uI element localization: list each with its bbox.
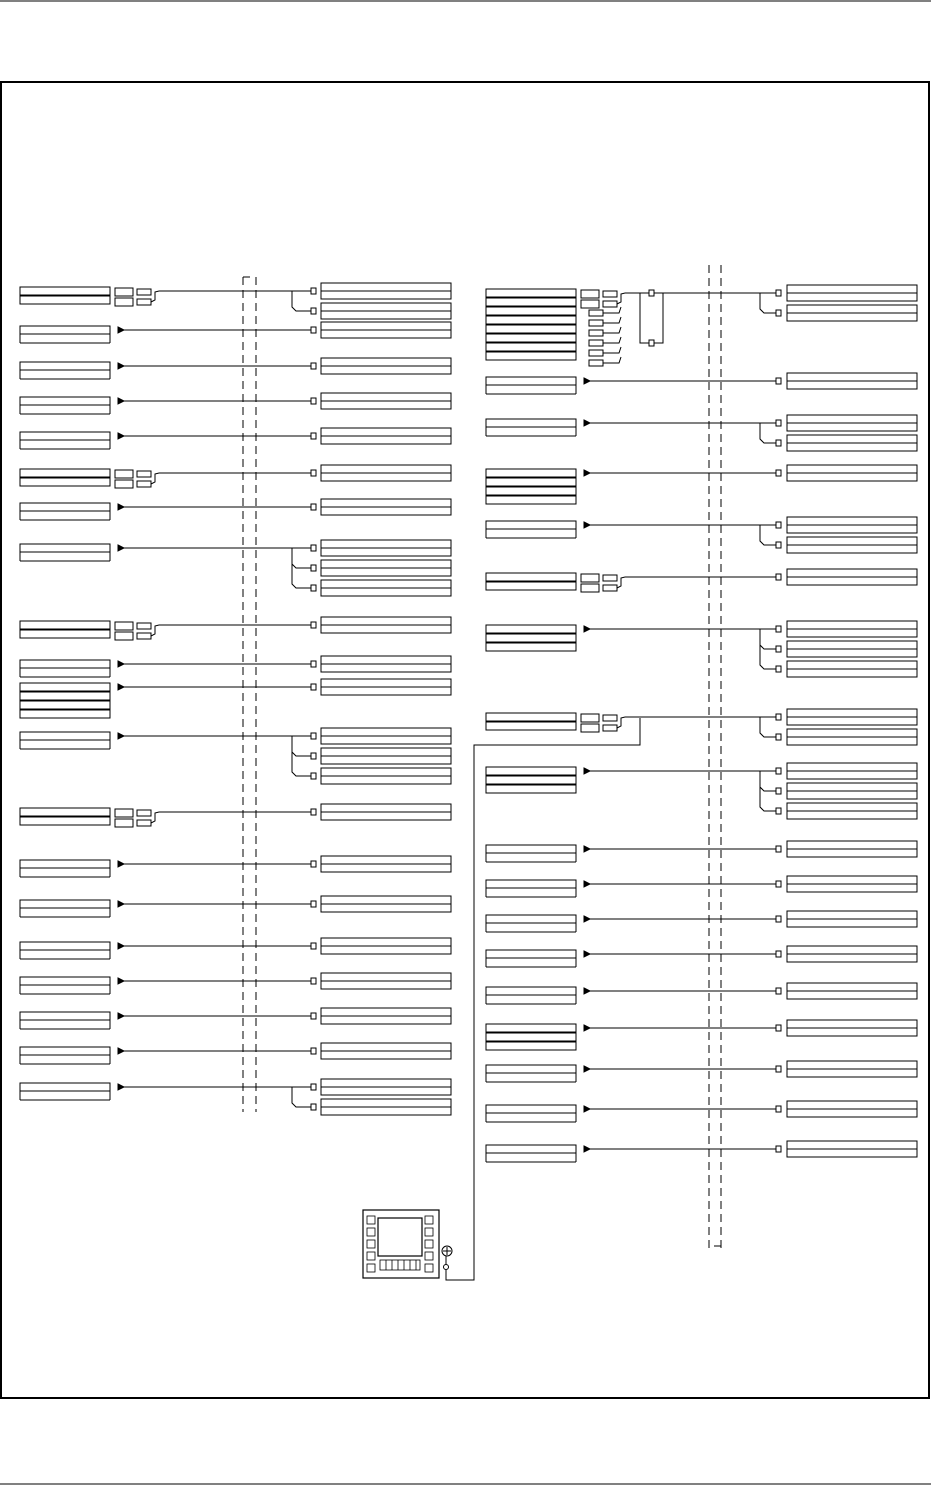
wire-group-R13 [486, 946, 917, 967]
target-box [787, 1061, 917, 1069]
target-pin [776, 734, 781, 740]
plug-connector [115, 809, 133, 817]
target-pin [311, 1104, 316, 1110]
target-pin [776, 768, 781, 774]
wire-group-R7 [486, 621, 917, 677]
source-box [486, 845, 576, 853]
target-pin [776, 378, 781, 384]
target-box [321, 768, 451, 776]
target-pin [311, 661, 316, 667]
arrow-terminal [584, 522, 590, 528]
wire-group-L13 [20, 804, 451, 827]
source-box [20, 362, 110, 370]
arrow-terminal [118, 1084, 124, 1090]
target-box [787, 517, 917, 525]
wire-group-R4 [486, 465, 917, 504]
target-pin [311, 1084, 316, 1090]
source-box [486, 950, 576, 958]
plug-connector [581, 724, 599, 732]
target-pin [776, 470, 781, 476]
control-unit-icon [363, 1210, 439, 1278]
source-box [20, 544, 110, 552]
wire-group-R14 [486, 983, 917, 1004]
source-box [20, 692, 110, 700]
target-box [787, 803, 917, 811]
wire-group-L1 [20, 283, 451, 319]
arrow-terminal [584, 916, 590, 922]
target-box [787, 983, 917, 991]
source-box [20, 860, 110, 868]
target-pin [311, 773, 316, 779]
source-box [486, 334, 576, 342]
source-box [20, 808, 110, 816]
target-pin [776, 808, 781, 814]
target-box [321, 540, 451, 548]
arrow-terminal [584, 420, 590, 426]
wire-group-L12 [20, 728, 451, 784]
plug-connector [581, 290, 599, 298]
target-pin [776, 846, 781, 852]
target-box [787, 763, 917, 771]
source-box [20, 1047, 110, 1055]
arrow-terminal [118, 901, 124, 907]
target-box [321, 465, 451, 473]
plug-connector [115, 632, 133, 640]
source-box [486, 343, 576, 351]
wire-group-L15 [20, 896, 451, 917]
target-box [321, 728, 451, 736]
target-box [321, 428, 451, 436]
wire-group-L20 [20, 1079, 451, 1115]
target-box [321, 896, 451, 904]
target-pin [776, 951, 781, 957]
arrow-terminal [118, 861, 124, 867]
wire-group-L8 [20, 540, 451, 596]
plug-connector [581, 584, 599, 592]
arrow-terminal [584, 626, 590, 632]
target-pin [776, 542, 781, 548]
target-box [321, 748, 451, 756]
wire-group-R9 [486, 763, 917, 819]
source-box [20, 478, 110, 486]
arrow-terminal [584, 1146, 590, 1152]
source-box [486, 316, 576, 324]
plug-connector [581, 714, 599, 722]
arrow-terminal [118, 545, 124, 551]
left-connector-divider [243, 277, 256, 1112]
source-box [486, 521, 576, 529]
wire-group-L5 [20, 428, 451, 449]
source-box [486, 496, 576, 504]
wire-group-R8 [486, 709, 917, 745]
target-box [787, 1020, 917, 1028]
wire-group-R5 [486, 517, 917, 553]
source-box [486, 352, 576, 360]
target-box [321, 393, 451, 401]
source-box [486, 487, 576, 495]
target-box [321, 804, 451, 812]
arrow-terminal [118, 661, 124, 667]
target-pin [776, 290, 781, 296]
arrow-terminal [584, 846, 590, 852]
source-box [486, 722, 576, 730]
source-box [20, 296, 110, 304]
source-box [486, 573, 576, 581]
source-box [20, 817, 110, 825]
source-box [20, 432, 110, 440]
target-box [321, 580, 451, 588]
plug-connector [115, 298, 133, 306]
target-pin [776, 1106, 781, 1112]
source-box [20, 660, 110, 668]
wire-group-R1 [486, 285, 917, 366]
target-pin [311, 585, 316, 591]
source-box [20, 621, 110, 629]
source-box [486, 776, 576, 784]
target-box [787, 373, 917, 381]
target-box [787, 285, 917, 293]
target-pin [776, 916, 781, 922]
target-box [321, 973, 451, 981]
target-box [321, 499, 451, 507]
wire-group-R6 [486, 569, 917, 592]
arrow-terminal [118, 504, 124, 510]
target-pin [776, 714, 781, 720]
source-box [486, 643, 576, 651]
source-box [486, 469, 576, 477]
target-pin [311, 398, 316, 404]
source-box [486, 307, 576, 315]
source-box [486, 634, 576, 642]
target-pin [311, 684, 316, 690]
target-box [321, 560, 451, 568]
wire-group-L16 [20, 938, 451, 959]
source-box [20, 683, 110, 691]
target-pin [776, 1025, 781, 1031]
target-pin [776, 420, 781, 426]
target-pin [311, 861, 316, 867]
target-box [321, 358, 451, 366]
target-pin [776, 574, 781, 580]
target-pin [311, 943, 316, 949]
target-box [787, 415, 917, 423]
target-box [787, 661, 917, 669]
wire-group-R11 [486, 876, 917, 897]
source-box [486, 625, 576, 633]
target-pin [776, 522, 781, 528]
wire-group-R3 [486, 415, 917, 451]
splice-loop [640, 293, 663, 343]
source-box [486, 1024, 576, 1032]
target-box [321, 617, 451, 625]
wire-group-R10 [486, 841, 917, 862]
target-pin [311, 622, 316, 628]
arrow-terminal [584, 1106, 590, 1112]
target-pin [776, 1066, 781, 1072]
target-pin [776, 881, 781, 887]
target-box [787, 641, 917, 649]
control-unit-feed-wire [446, 718, 640, 1280]
target-pin [311, 363, 316, 369]
target-box [787, 537, 917, 545]
source-box [486, 785, 576, 793]
source-box [486, 767, 576, 775]
wire-group-R12 [486, 911, 917, 932]
source-box [486, 915, 576, 923]
wire-group-R17 [486, 1101, 917, 1122]
arrow-terminal [118, 684, 124, 690]
target-pin [776, 788, 781, 794]
wire-group-L9 [20, 617, 451, 640]
target-box [321, 938, 451, 946]
target-pin [311, 288, 316, 294]
arrow-terminal [118, 1048, 124, 1054]
source-box [20, 1012, 110, 1020]
target-pin [311, 978, 316, 984]
source-box [486, 377, 576, 385]
target-pin [311, 901, 316, 907]
wire-group-L7 [20, 499, 451, 520]
plug-connector [115, 288, 133, 296]
arrow-terminal [118, 733, 124, 739]
arrow-terminal [584, 881, 590, 887]
target-pin [311, 308, 316, 314]
source-box [20, 977, 110, 985]
source-box [486, 880, 576, 888]
source-box [20, 326, 110, 334]
plug-connector [581, 574, 599, 582]
target-pin [311, 327, 316, 333]
plug-connector [115, 470, 133, 478]
source-box [486, 1042, 576, 1050]
source-box [486, 582, 576, 590]
wire-group-L4 [20, 393, 451, 414]
target-box [321, 322, 451, 330]
source-box [20, 710, 110, 718]
target-box [787, 621, 917, 629]
arrow-terminal [584, 470, 590, 476]
arrow-terminal [118, 433, 124, 439]
arrow-terminal [118, 398, 124, 404]
source-box [20, 942, 110, 950]
source-box [486, 1145, 576, 1153]
source-box [20, 503, 110, 511]
source-box [20, 701, 110, 709]
arrow-terminal [584, 1066, 590, 1072]
target-pin [311, 1013, 316, 1019]
target-box [787, 729, 917, 737]
target-pin [311, 809, 316, 815]
arrow-terminal [584, 378, 590, 384]
source-box [486, 419, 576, 427]
target-box [787, 946, 917, 954]
wire-group-R2 [486, 373, 917, 394]
source-box [486, 1065, 576, 1073]
source-box [486, 987, 576, 995]
wire-group-R18 [486, 1141, 917, 1162]
source-box [20, 397, 110, 405]
source-box [20, 900, 110, 908]
target-pin [311, 545, 316, 551]
source-box [486, 1105, 576, 1113]
arrow-terminal [584, 1025, 590, 1031]
target-pin [776, 1146, 781, 1152]
target-pin [776, 440, 781, 446]
target-box [787, 876, 917, 884]
source-box [486, 298, 576, 306]
target-pin [776, 666, 781, 672]
source-box [486, 713, 576, 721]
target-pin [311, 504, 316, 510]
target-box [787, 435, 917, 443]
wire-group-L6 [20, 465, 451, 488]
target-pin [311, 565, 316, 571]
target-box [321, 856, 451, 864]
plug-connector [581, 300, 599, 308]
wire-group-L14 [20, 856, 451, 877]
wire-group-L2 [20, 322, 451, 343]
target-pin [311, 753, 316, 759]
target-box [321, 283, 451, 291]
target-pin [311, 1048, 316, 1054]
source-box [20, 469, 110, 477]
source-box [20, 1083, 110, 1091]
target-pin [311, 470, 316, 476]
target-pin [311, 433, 316, 439]
target-box [321, 303, 451, 311]
ground-icon [442, 1246, 452, 1270]
target-box [321, 1099, 451, 1107]
target-box [787, 1141, 917, 1149]
arrow-terminal [118, 1013, 124, 1019]
target-box [787, 841, 917, 849]
target-box [787, 305, 917, 313]
source-box [486, 1033, 576, 1041]
target-box [787, 911, 917, 919]
target-pin [776, 646, 781, 652]
target-box [787, 465, 917, 473]
target-pin [311, 733, 316, 739]
source-box [486, 478, 576, 486]
target-box [321, 1008, 451, 1016]
wire-group-L17 [20, 973, 451, 994]
wire-group-L11 [20, 679, 451, 718]
target-box [321, 1043, 451, 1051]
target-box [321, 656, 451, 664]
arrow-terminal [118, 978, 124, 984]
target-box [787, 709, 917, 717]
arrow-terminal [584, 768, 590, 774]
target-box [787, 569, 917, 577]
target-pin [776, 626, 781, 632]
wire-group-L3 [20, 358, 451, 379]
arrow-terminal [118, 363, 124, 369]
target-box [787, 783, 917, 791]
target-box [787, 1101, 917, 1109]
plug-connector [115, 819, 133, 827]
source-box [20, 287, 110, 295]
source-box [486, 325, 576, 333]
wire-group-L19 [20, 1043, 451, 1064]
wire-group-R15 [486, 1020, 917, 1050]
wire-group-R16 [486, 1061, 917, 1082]
plug-connector [115, 480, 133, 488]
target-box [321, 1079, 451, 1087]
arrow-terminal [118, 327, 124, 333]
right-connector-divider [709, 265, 721, 1248]
source-box [20, 732, 110, 740]
arrow-terminal [584, 988, 590, 994]
target-box [321, 679, 451, 687]
wire-group-L18 [20, 1008, 451, 1029]
plug-connector [115, 622, 133, 630]
target-pin [776, 310, 781, 316]
wire-group-L10 [20, 656, 451, 677]
source-box [486, 289, 576, 297]
arrow-terminal [118, 943, 124, 949]
target-pin [776, 988, 781, 994]
arrow-terminal [584, 951, 590, 957]
source-box [20, 630, 110, 638]
